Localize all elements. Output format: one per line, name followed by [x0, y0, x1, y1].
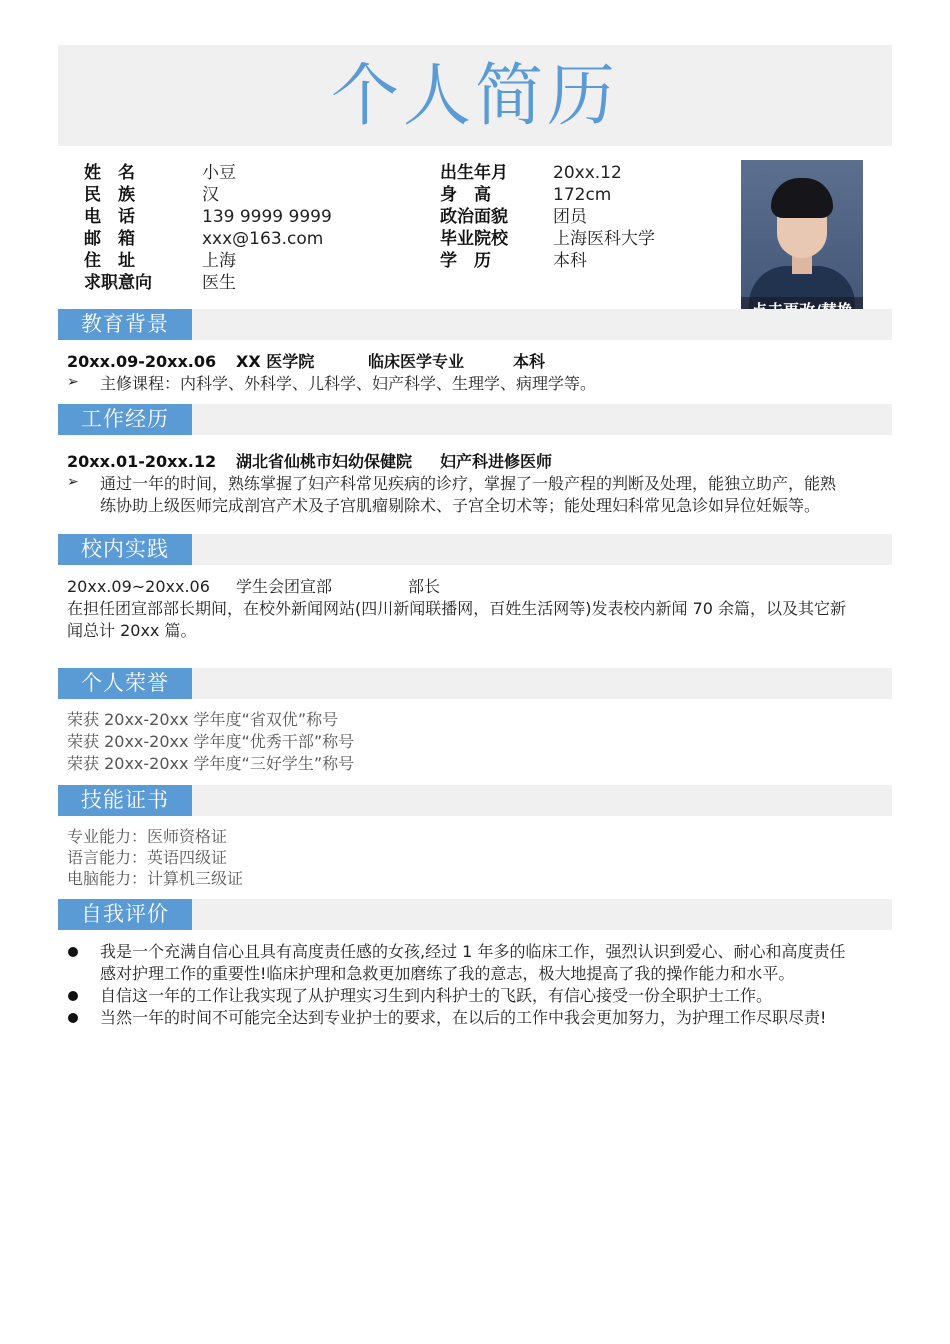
education-degree: 本科 — [513, 352, 546, 371]
self-p1-line2: 感对护理工作的重要性!临床护理和急救更加磨练了我的意志，极大地提高了我的操作能力和水平。 — [100, 964, 795, 983]
honor-item: 荣获 20xx-20xx 学年度“三好学生”称号 — [67, 754, 355, 773]
campus-desc-line1: 在担任团宣部部长期间，在校外新闻网站(四川新闻联播网，百姓生活网等)发表校内新闻 70 余篇，以及其它新 — [67, 599, 847, 618]
info-label: 民 族 — [84, 185, 135, 205]
info-row-phone — [84, 206, 414, 228]
section-heading: 校内实践 — [58, 534, 192, 565]
info-label: 政治面貌 — [440, 207, 508, 227]
education-row — [67, 351, 867, 373]
work-row — [67, 451, 867, 473]
info-value: 小豆 — [202, 163, 236, 183]
work-desc-line1: 通过一年的时间，熟练掌握了妇产科常见疾病的诊疗，掌握了一般产程的判断及处理，能独立助产，能熟 — [100, 474, 837, 493]
info-row-ethnicity — [84, 184, 414, 206]
info-value: 172cm — [553, 185, 612, 205]
info-label: 求职意向 — [84, 273, 152, 293]
bullet-dot-icon — [68, 1013, 78, 1023]
info-row-objective — [84, 272, 414, 294]
honor-item: 荣获 20xx-20xx 学年度“省双优”称号 — [67, 710, 339, 729]
section-heading: 个人荣誉 — [58, 668, 192, 699]
arrow-bullet-icon: ➢ — [67, 374, 79, 390]
work-role: 妇产科进修医师 — [440, 452, 553, 471]
education-period: 20xx.09-20xx.06 — [67, 352, 217, 371]
work-period: 20xx.01-20xx.12 — [67, 452, 217, 471]
info-row-politics — [440, 206, 730, 228]
section-heading: 自我评价 — [58, 899, 192, 930]
info-label: 身 高 — [440, 185, 491, 205]
honor-item: 荣获 20xx-20xx 学年度“优秀干部”称号 — [67, 732, 355, 751]
education-courses: 主修课程：内科学、外科学、儿科学、妇产科学、生理学、病理学等。 — [100, 374, 597, 393]
section-heading: 教育背景 — [58, 309, 192, 340]
info-label: 电 话 — [84, 207, 135, 227]
campus-role: 部长 — [408, 577, 441, 596]
info-label: 毕业院校 — [440, 229, 508, 249]
info-row-degree — [440, 250, 730, 272]
info-right — [440, 162, 730, 272]
page-title: 个人简历 — [330, 57, 619, 136]
info-row-school — [440, 228, 730, 250]
arrow-bullet-icon: ➢ — [67, 474, 79, 490]
section-education — [58, 309, 892, 340]
info-row-name — [84, 162, 414, 184]
info-label: 住 址 — [84, 251, 135, 271]
section-self — [58, 899, 892, 930]
campus-period: 20xx.09~20xx.06 — [67, 577, 210, 596]
info-row-birth — [440, 162, 730, 184]
self-p1-line1: 我是一个充满自信心且具有高度责任感的女孩,经过 1 年多的临床工作，强烈认识到爱心、耐心和高度责任 — [100, 942, 846, 961]
info-value: 上海 — [202, 251, 236, 271]
info-value: 139 9999 9999 — [202, 207, 332, 227]
campus-desc-line2: 闻总计 20xx 篇。 — [67, 621, 197, 640]
info-value: 医生 — [202, 273, 236, 293]
section-work — [58, 404, 892, 435]
info-value: 20xx.12 — [553, 163, 622, 183]
photo-hair — [771, 178, 833, 218]
profile-photo[interactable] — [741, 160, 863, 325]
education-major: 临床医学专业 — [368, 352, 465, 371]
info-label: 出生年月 — [440, 163, 508, 183]
info-left — [84, 162, 414, 294]
info-value: 汉 — [202, 185, 219, 205]
info-row-address — [84, 250, 414, 272]
info-row-email — [84, 228, 414, 250]
self-p2: 自信这一年的工作让我实现了从护理实习生到内科护士的飞跃，有信心接受一份全职护士工作。 — [100, 986, 773, 1005]
info-label: 姓 名 — [84, 163, 135, 183]
info-value: xxx@163.com — [202, 229, 324, 249]
self-p3: 当然一年的时间不可能完全达到专业护士的要求，在以后的工作中我会更加努力，为护理工作尽职尽责! — [100, 1008, 827, 1027]
info-value: 上海医科大学 — [553, 229, 655, 249]
info-row-height — [440, 184, 730, 206]
title-band — [58, 45, 892, 146]
skill-item: 语言能力：英语四级证 — [67, 848, 228, 867]
info-value: 本科 — [553, 251, 587, 271]
work-desc-line2: 练协助上级医师完成剖宫产术及子宫肌瘤剔除术、子宫全切术等；能处理妇科常见急诊如异位妊娠等。 — [100, 496, 821, 515]
section-heading: 技能证书 — [58, 785, 192, 816]
section-skills — [58, 785, 892, 816]
bullet-dot-icon — [68, 991, 78, 1001]
section-campus — [58, 534, 892, 565]
section-honors — [58, 668, 892, 699]
skill-item: 专业能力：医师资格证 — [67, 827, 228, 846]
campus-org: 学生会团宣部 — [236, 577, 333, 596]
section-heading: 工作经历 — [58, 404, 192, 435]
skill-item: 电脑能力：计算机三级证 — [67, 869, 244, 888]
campus-row — [67, 576, 867, 598]
info-value: 团员 — [553, 207, 587, 227]
info-label: 邮 箱 — [84, 229, 135, 249]
bullet-dot-icon — [68, 947, 78, 957]
work-org: 湖北省仙桃市妇幼保健院 — [236, 452, 413, 471]
info-label: 学 历 — [440, 251, 491, 271]
education-school: XX 医学院 — [236, 352, 315, 371]
